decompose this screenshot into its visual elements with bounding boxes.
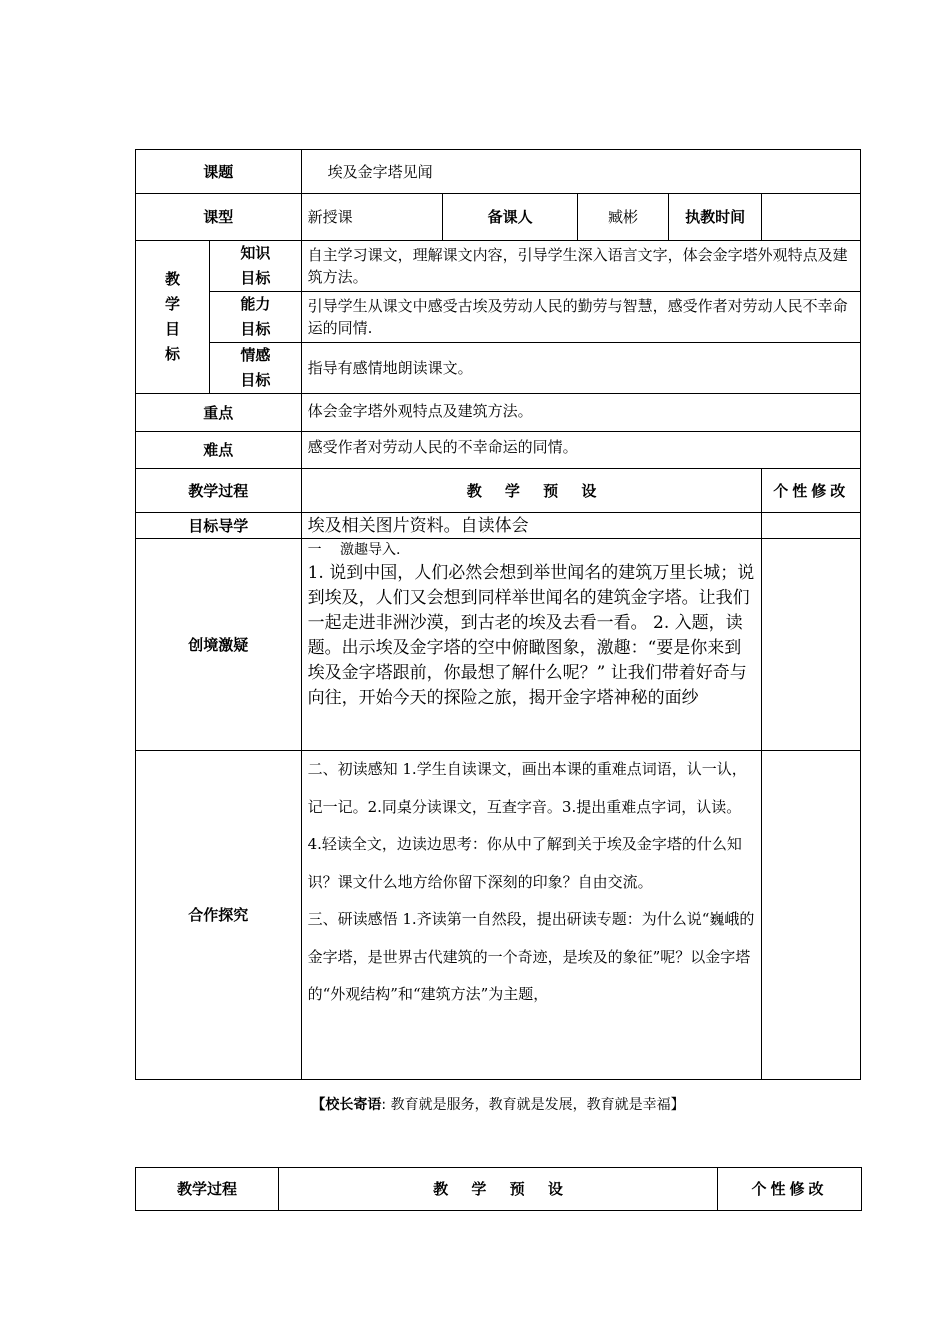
preparer-value: 臧彬 <box>578 194 668 241</box>
modify-header-2: 个性修改 <box>718 1168 862 1211</box>
process-header-table <box>135 1167 862 1211</box>
preparer-label: 备课人 <box>442 194 577 241</box>
principal-motto <box>135 1094 861 1114</box>
explore-text-2: 三、研读感悟 1.齐读第一自然段，提出研读专题：为什么说“巍峨的金字塔，是世界古代建筑的一个奇迹，是埃及的象征”呢？以金字塔的“外观结构”和“建筑方法”为主题， <box>307 910 755 1003</box>
knowledge-label: 知识 目标 <box>210 241 302 292</box>
topic-value: 埃及金字塔见闻 <box>301 150 860 194</box>
guide-modify <box>762 513 861 539</box>
explore-label: 合作探究 <box>136 751 302 1080</box>
ability-label: 能力 目标 <box>210 292 302 343</box>
stimulate-title: 一 激趣导入. <box>307 542 401 558</box>
key-label: 重点 <box>136 394 302 432</box>
emotion-text: 指导有感情地朗读课文。 <box>301 343 860 394</box>
emotion-label: 情感 目标 <box>210 343 302 394</box>
objectives-label: 教 学 目 标 <box>136 241 210 394</box>
teach-time-value <box>762 194 861 241</box>
difficulty-label: 难点 <box>136 432 302 469</box>
ability-text: 引导学生从课文中感受古埃及劳动人民的勤劳与智慧，感受作者对劳动人民不幸命运的同情. <box>301 292 860 343</box>
stimulate-label: 创境激疑 <box>136 539 302 751</box>
knowledge-text: 自主学习课文，理解课文内容，引导学生深入语言文字，体会金字塔外观特点及建筑方法。 <box>301 241 860 292</box>
lesson-plan-table <box>135 149 861 1080</box>
process-header-2: 教学过程 <box>136 1168 279 1211</box>
type-value: 新授课 <box>301 194 442 241</box>
plan-header: 教 学 预 设 <box>301 469 762 513</box>
stimulate-cell <box>301 539 762 751</box>
type-label: 课型 <box>136 194 302 241</box>
stimulate-text: 1. 说到中国，人们必然会想到举世闻名的建筑万里长城；说到埃及，人们又会想到同样举世闻名的建筑金字塔。让我们一起走进非洲沙漠，到古老的埃及去看一看。 2. 入题，读题。出示埃及金字塔的空中俯瞰图象，激趣：“要是你来到埃及金字塔跟前，你最想了解什么呢？” 让我们带着好奇与向往，开始今天的探险之旅，揭开金字塔神秘的面纱 <box>307 563 755 708</box>
key-text: 体会金字塔外观特点及建筑方法。 <box>301 394 860 432</box>
stimulate-modify <box>762 539 861 751</box>
guide-label: 目标导学 <box>136 513 302 539</box>
modify-header: 个性修改 <box>762 469 861 513</box>
motto-label: 【校长寄语 <box>311 1097 382 1113</box>
explore-text-1: 二、初读感知 1.学生自读课文，画出本课的重难点词语，认一认，记一记。2.同桌分读课文，互查字音。3.提出重难点字词，认读。4.轻读全文，边读边思考：你从中了解到关于埃及金字塔的什么知识？课文什么地方给你留下深刻的印象？自由交流。 <box>307 760 747 891</box>
explore-modify <box>762 751 861 1080</box>
plan-header-2: 教 学 预 设 <box>279 1168 718 1211</box>
teach-time-label: 执教时间 <box>668 194 762 241</box>
motto-text: : 教育就是服务，教育就是发展，教育就是幸福】 <box>381 1097 685 1113</box>
process-header: 教学过程 <box>136 469 302 513</box>
topic-label: 课题 <box>136 150 302 194</box>
difficulty-text: 感受作者对劳动人民的不幸命运的同情。 <box>301 432 860 469</box>
explore-cell <box>301 751 762 1080</box>
guide-text: 埃及相关图片资料。自读体会 <box>301 513 762 539</box>
